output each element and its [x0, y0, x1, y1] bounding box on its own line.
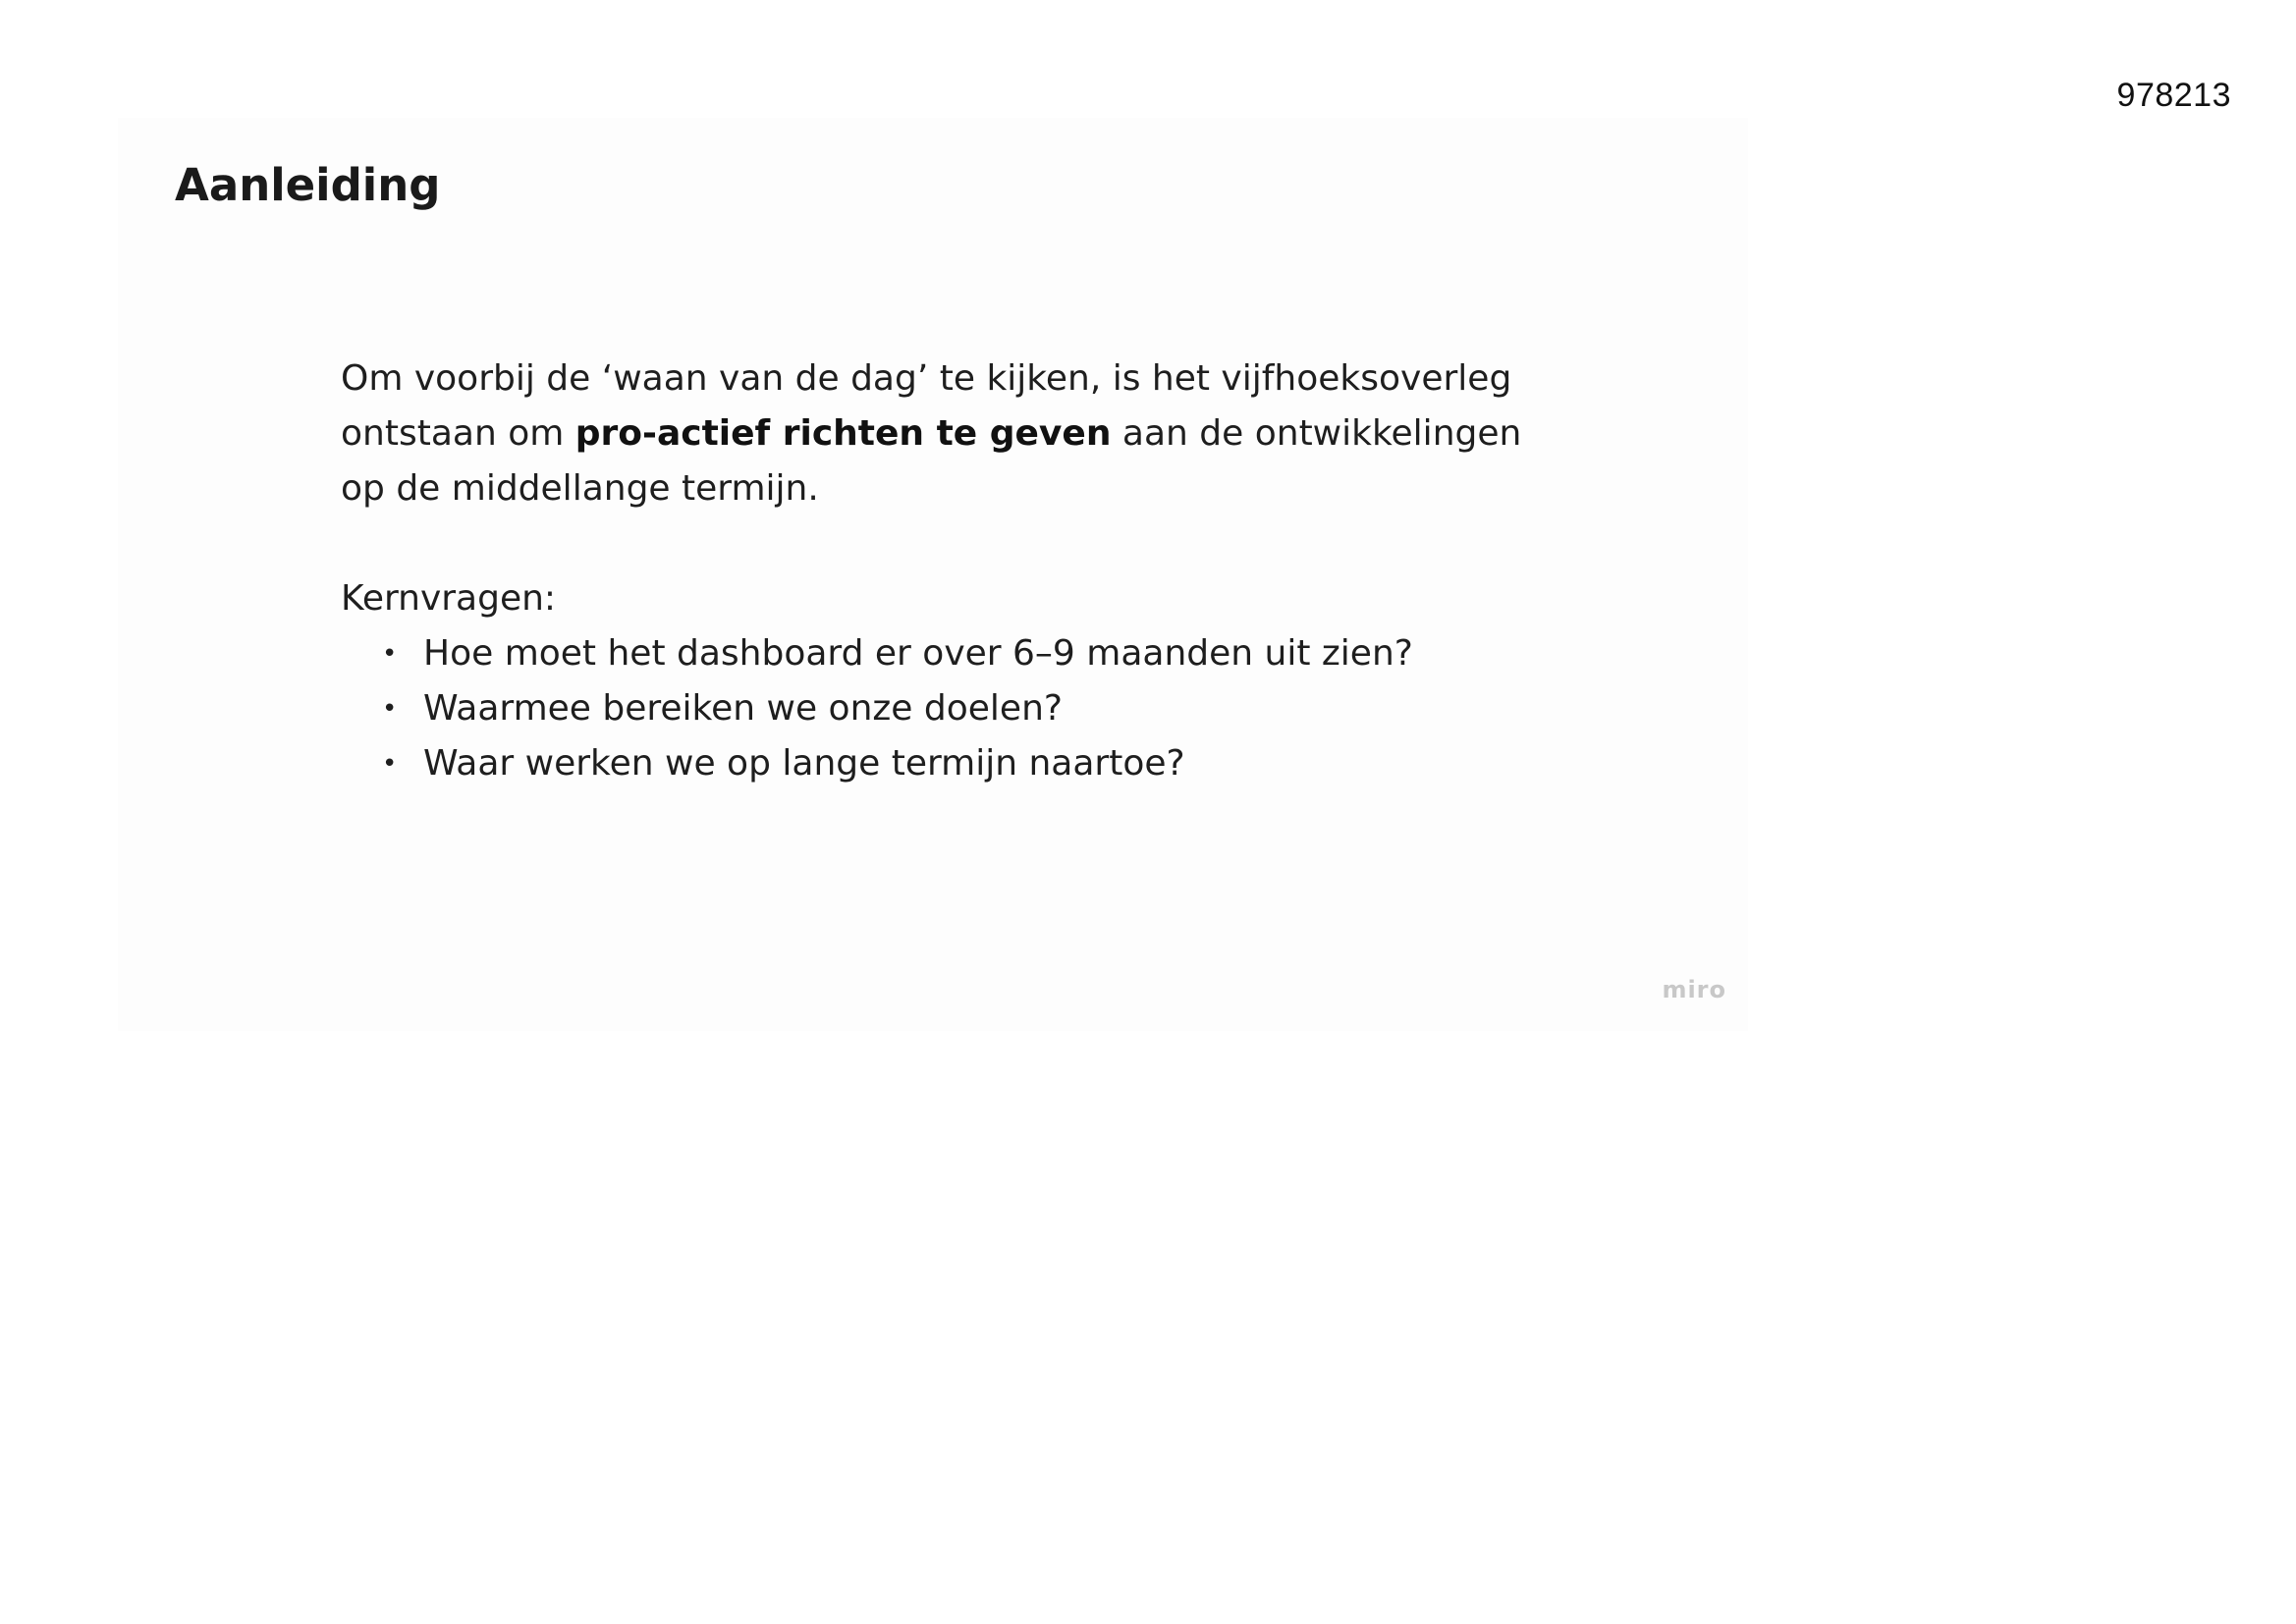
slide [118, 118, 1748, 1031]
intro-text-bold: pro-actief richten te geven [574, 413, 1112, 454]
document-id-number: 978213 [2116, 77, 2231, 114]
kernvraag-item [341, 736, 1558, 791]
kernvragen-label: Kernvragen: [341, 578, 557, 619]
miro-watermark: miro [1662, 976, 1726, 1003]
kernvraag-text: Waarmee bereiken we onze doelen? [423, 688, 1063, 729]
bullet-icon: • [382, 639, 398, 669]
bullet-icon: • [382, 694, 398, 724]
slide-body [341, 352, 1558, 791]
intro-text-part2: aan de ontwikkelingen op de middellange termijn. [341, 413, 1522, 509]
kernvragen-list [341, 626, 1558, 791]
bullet-icon: • [382, 749, 398, 779]
kernvraag-text: Waar werken we op lange termijn naartoe? [423, 743, 1185, 784]
kernvraag-item [341, 626, 1558, 681]
kernvraag-item [341, 681, 1558, 736]
intro-paragraph [341, 352, 1558, 516]
intro-text-part1: Om voorbij de ‘waan van de dag’ te kijken, is het vijfhoeksoverleg ontstaan om [341, 358, 1512, 454]
kernvraag-text: Hoe moet het dashboard er over 6–9 maanden uit zien? [423, 633, 1413, 674]
slide-title: Aanleiding [175, 159, 441, 211]
